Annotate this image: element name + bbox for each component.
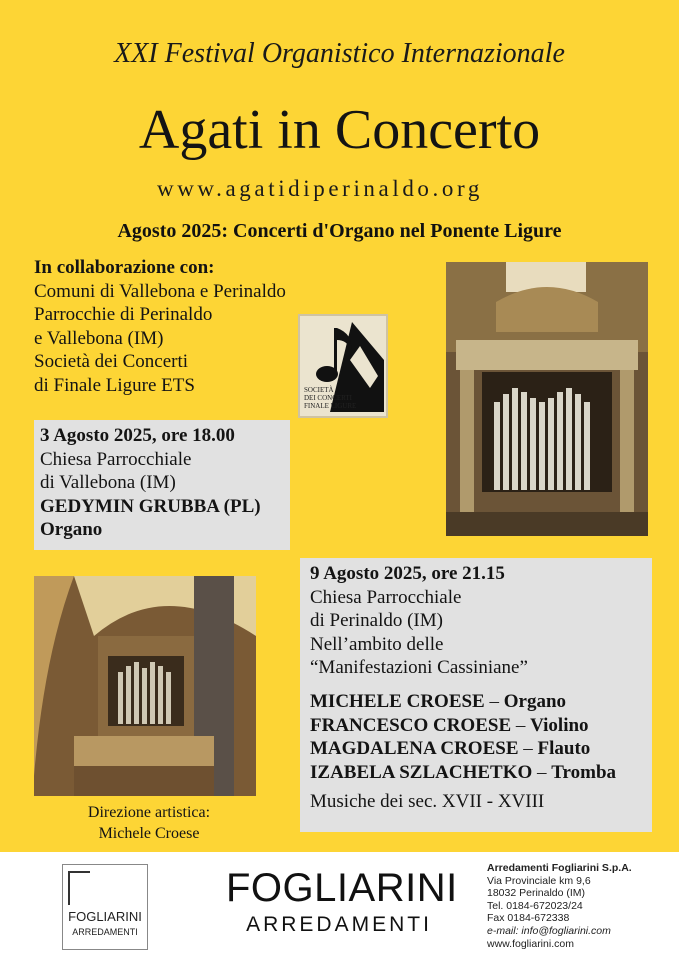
concert-2-venue: di Perinaldo (IM): [310, 610, 443, 632]
concert-1-box: [34, 420, 290, 550]
societa-concerti-logo: [298, 314, 388, 418]
concert-1-date: 3 Agosto 2025, ore 18.00: [40, 425, 235, 446]
organ-photo-perinaldo: [446, 262, 648, 536]
performer-line: MICHELE CROESE – Organo: [310, 690, 567, 712]
website-link[interactable]: www.agatidiperinaldo.org: [157, 176, 483, 201]
address-line: Via Provinciale km 9,6: [487, 874, 591, 887]
music-note-icon: [300, 316, 386, 416]
concert-1-venue: Chiesa Parrocchiale: [40, 448, 192, 470]
address-line: 18032 Perinaldo (IM): [487, 887, 586, 900]
company-name: Arredamenti Fogliarini S.p.A.: [487, 862, 632, 874]
concert-2-venue: Chiesa Parrocchiale: [310, 586, 462, 608]
concert-2-venue: “Manifestazioni Cassiniane”: [310, 657, 528, 679]
fogliarini-brand: [226, 864, 458, 938]
collaboration-line: Parrocchie di Perinaldo: [34, 304, 213, 326]
direction-name: Michele Croese: [98, 825, 200, 842]
main-title: Agati in Concerto: [138, 99, 541, 161]
concert-2-venue: Nell’ambito delle: [310, 633, 444, 655]
logo-line: FINALE LIGURE: [304, 402, 357, 410]
collaboration-line: Comuni di Vallebona e Perinaldo: [34, 280, 286, 302]
collaboration-line: Società dei Concerti: [34, 351, 189, 373]
sponsor-contacts: [487, 862, 632, 950]
concert-1-instrument: Organo: [40, 519, 103, 541]
music-period: Musiche dei sec. XVII - XVIII: [310, 791, 545, 813]
logo-box-top: FOGLIARINI: [68, 909, 142, 924]
logo-line: DEI CONCERTI: [304, 394, 352, 402]
direction-label: Direzione artistica:: [87, 804, 211, 821]
concert-1-venue: di Vallebona (IM): [40, 472, 176, 494]
email-link[interactable]: e-mail: info@fogliarini.com: [487, 924, 611, 937]
collaboration-line: di Finale Ligure ETS: [34, 374, 195, 396]
artistic-direction: [34, 802, 264, 844]
festival-title: XXI Festival Organistico Internazionale: [114, 38, 565, 69]
performer-line: IZABELA SZLACHETKO – Tromba: [310, 761, 617, 783]
logo-line: SOCIETÀ: [304, 386, 334, 394]
website-link-sponsor[interactable]: www.fogliarini.com: [487, 937, 574, 950]
concert-2-box: [300, 558, 652, 832]
event-subtitle: Agosto 2025: Concerti d'Organo nel Ponente Ligure: [117, 220, 562, 242]
collaboration-heading: In collaborazione con:: [34, 257, 215, 278]
performer-line: FRANCESCO CROESE – Violino: [310, 714, 589, 736]
collaboration-line: e Vallebona (IM): [34, 327, 164, 349]
brand-sub: ARREDAMENTI: [246, 913, 432, 936]
collaboration-block: [34, 256, 286, 398]
brand-name: FOGLIARINI: [226, 866, 458, 910]
performer-line: MAGDALENA CROESE – Flauto: [310, 738, 591, 760]
logo-box-bottom: ARREDAMENTI: [72, 927, 138, 937]
fax: Fax 0184-672338: [487, 912, 570, 925]
concert-1-performer: GEDYMIN GRUBBA (PL): [40, 495, 261, 517]
phone: Tel. 0184-672023/24: [487, 899, 583, 912]
organ-photo-vallebona: [34, 576, 256, 796]
fogliarini-logo-box: [62, 864, 148, 950]
concert-2-date: 9 Agosto 2025, ore 21.15: [310, 563, 505, 584]
